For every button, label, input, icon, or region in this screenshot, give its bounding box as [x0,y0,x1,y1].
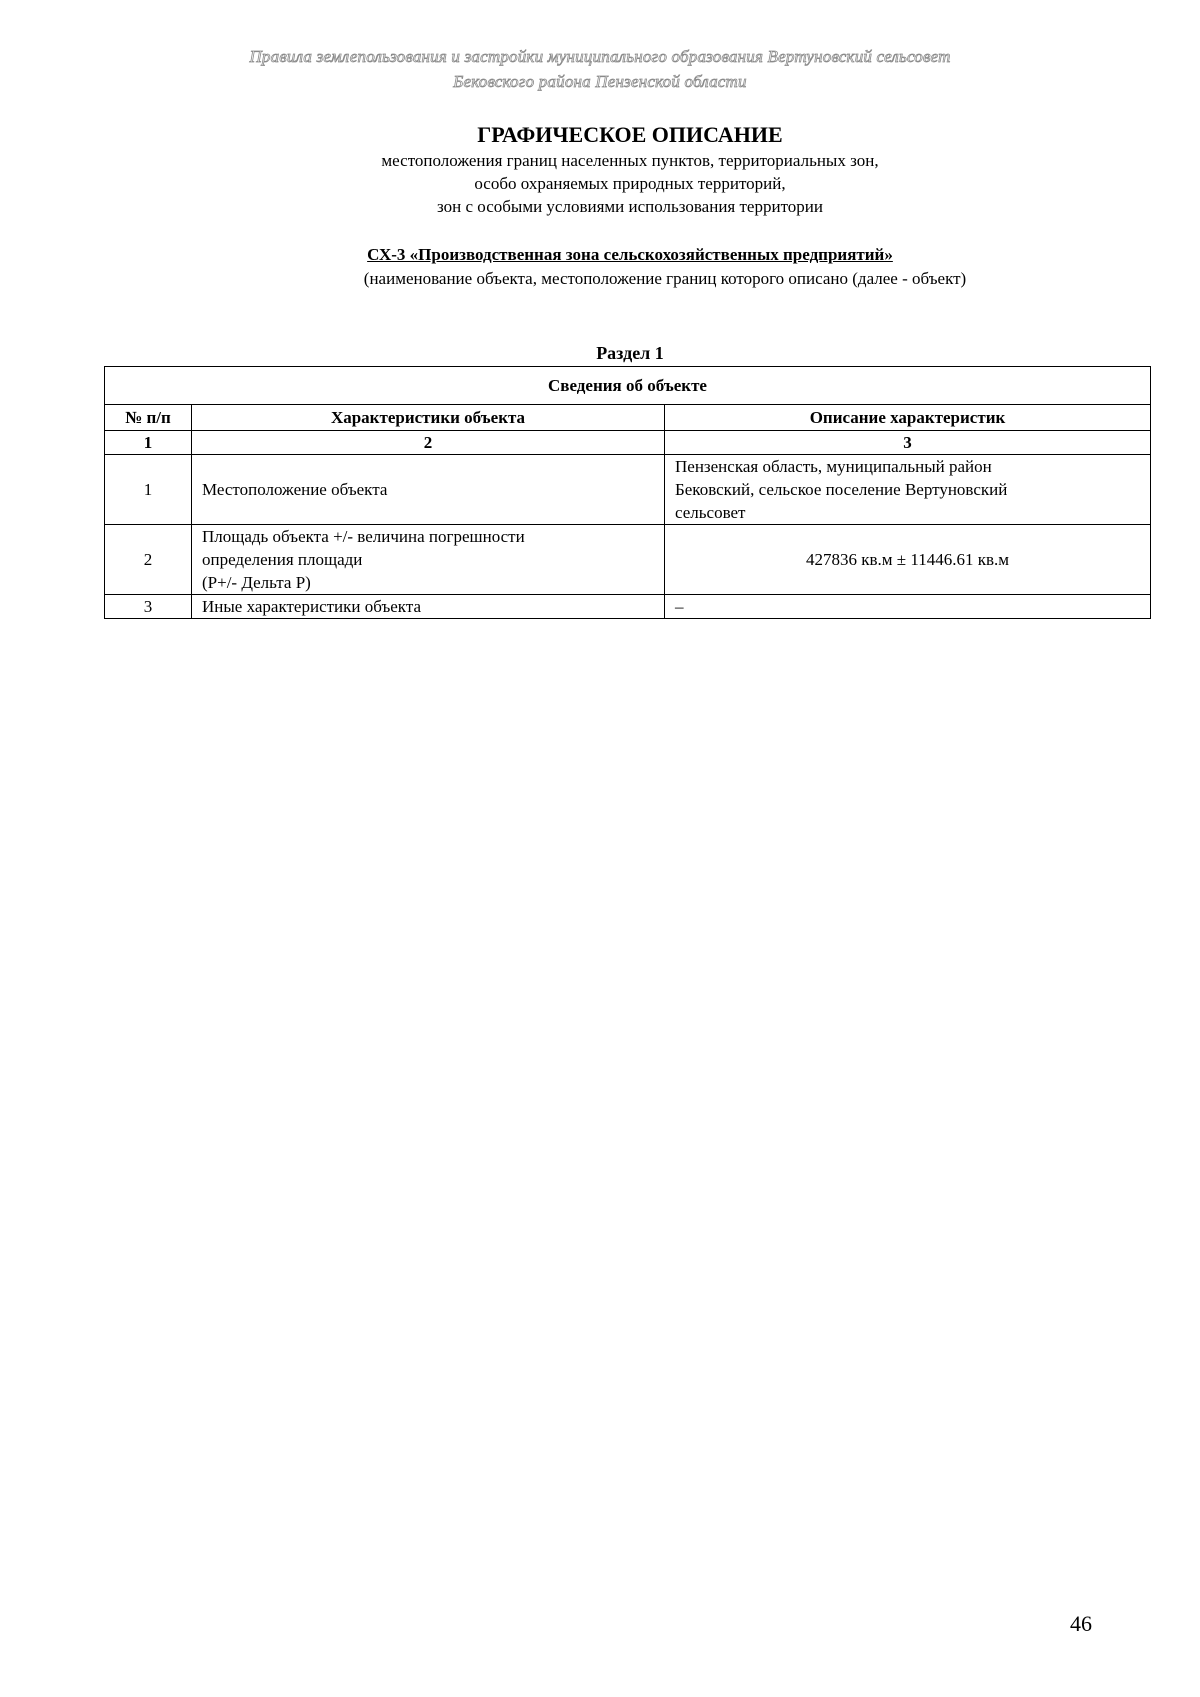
row-index: 3 [105,595,192,619]
column-number-3: 3 [665,431,1151,455]
table-row [105,525,1151,595]
object-info-table [104,366,1151,619]
object-caption: (наименование объекта, местоположение границ которого описано (далее - объект) [363,269,967,288]
document-subtitle-line-2: особо охраняемых природных территорий, [474,174,786,193]
column-number-1: 1 [105,431,192,455]
section-title: Раздел 1 [596,343,664,363]
header-index: № п/п [105,405,192,431]
row-description [665,525,1151,595]
document-subtitle-line-1: местоположения границ населенных пунктов, территориальных зон, [381,151,879,170]
object-name: СХ-3 «Производственная зона сельскохозяйственных предприятий» [367,245,893,264]
running-header [0,44,1200,94]
row-description [665,595,1151,619]
header-characteristics: Характеристики объекта [192,405,665,431]
page-number: 46 [1070,1611,1092,1636]
row-characteristic-line: (P+/- Дельта P) [202,573,311,592]
title-block [0,121,1200,218]
row-description [665,455,1151,525]
row-index: 2 [105,525,192,595]
document-title: ГРАФИЧЕСКОЕ ОПИСАНИЕ [477,122,783,147]
table-column-number-row [105,431,1151,455]
row-characteristic-line: Иные характеристики объекта [202,597,422,616]
document-subtitle-line-3: зон с особыми условиями использования территории [437,197,823,216]
row-description-line: сельсовет [675,503,746,522]
table-row [105,455,1151,525]
row-description-line: – [675,597,684,616]
running-header-line-1: Правила землепользования и застройки муниципального образования Вертуновский сельсовет [249,47,951,66]
row-description-line: Бековский, сельское поселение Вертуновский [675,480,1008,499]
running-header-line-2: Бековского района Пензенской области [453,72,747,91]
table-row [105,595,1151,619]
row-index: 1 [105,455,192,525]
table-header-row [105,405,1151,431]
row-characteristic [192,525,665,595]
row-characteristic-line: Местоположение объекта [202,480,388,499]
row-characteristic-line: определения площади [202,550,363,569]
row-description-line: Пензенская область, муниципальный район [675,457,992,476]
row-characteristic-line: Площадь объекта +/- величина погрешности [202,527,525,546]
row-description-line: 427836 кв.м ± 11446.61 кв.м [805,550,1010,569]
table-caption-row [105,367,1151,405]
row-characteristic [192,595,665,619]
row-characteristic [192,455,665,525]
table-caption: Сведения об объекте [105,367,1151,405]
column-number-2: 2 [192,431,665,455]
header-description: Описание характеристик [665,405,1151,431]
object-name-block [0,243,1200,266]
